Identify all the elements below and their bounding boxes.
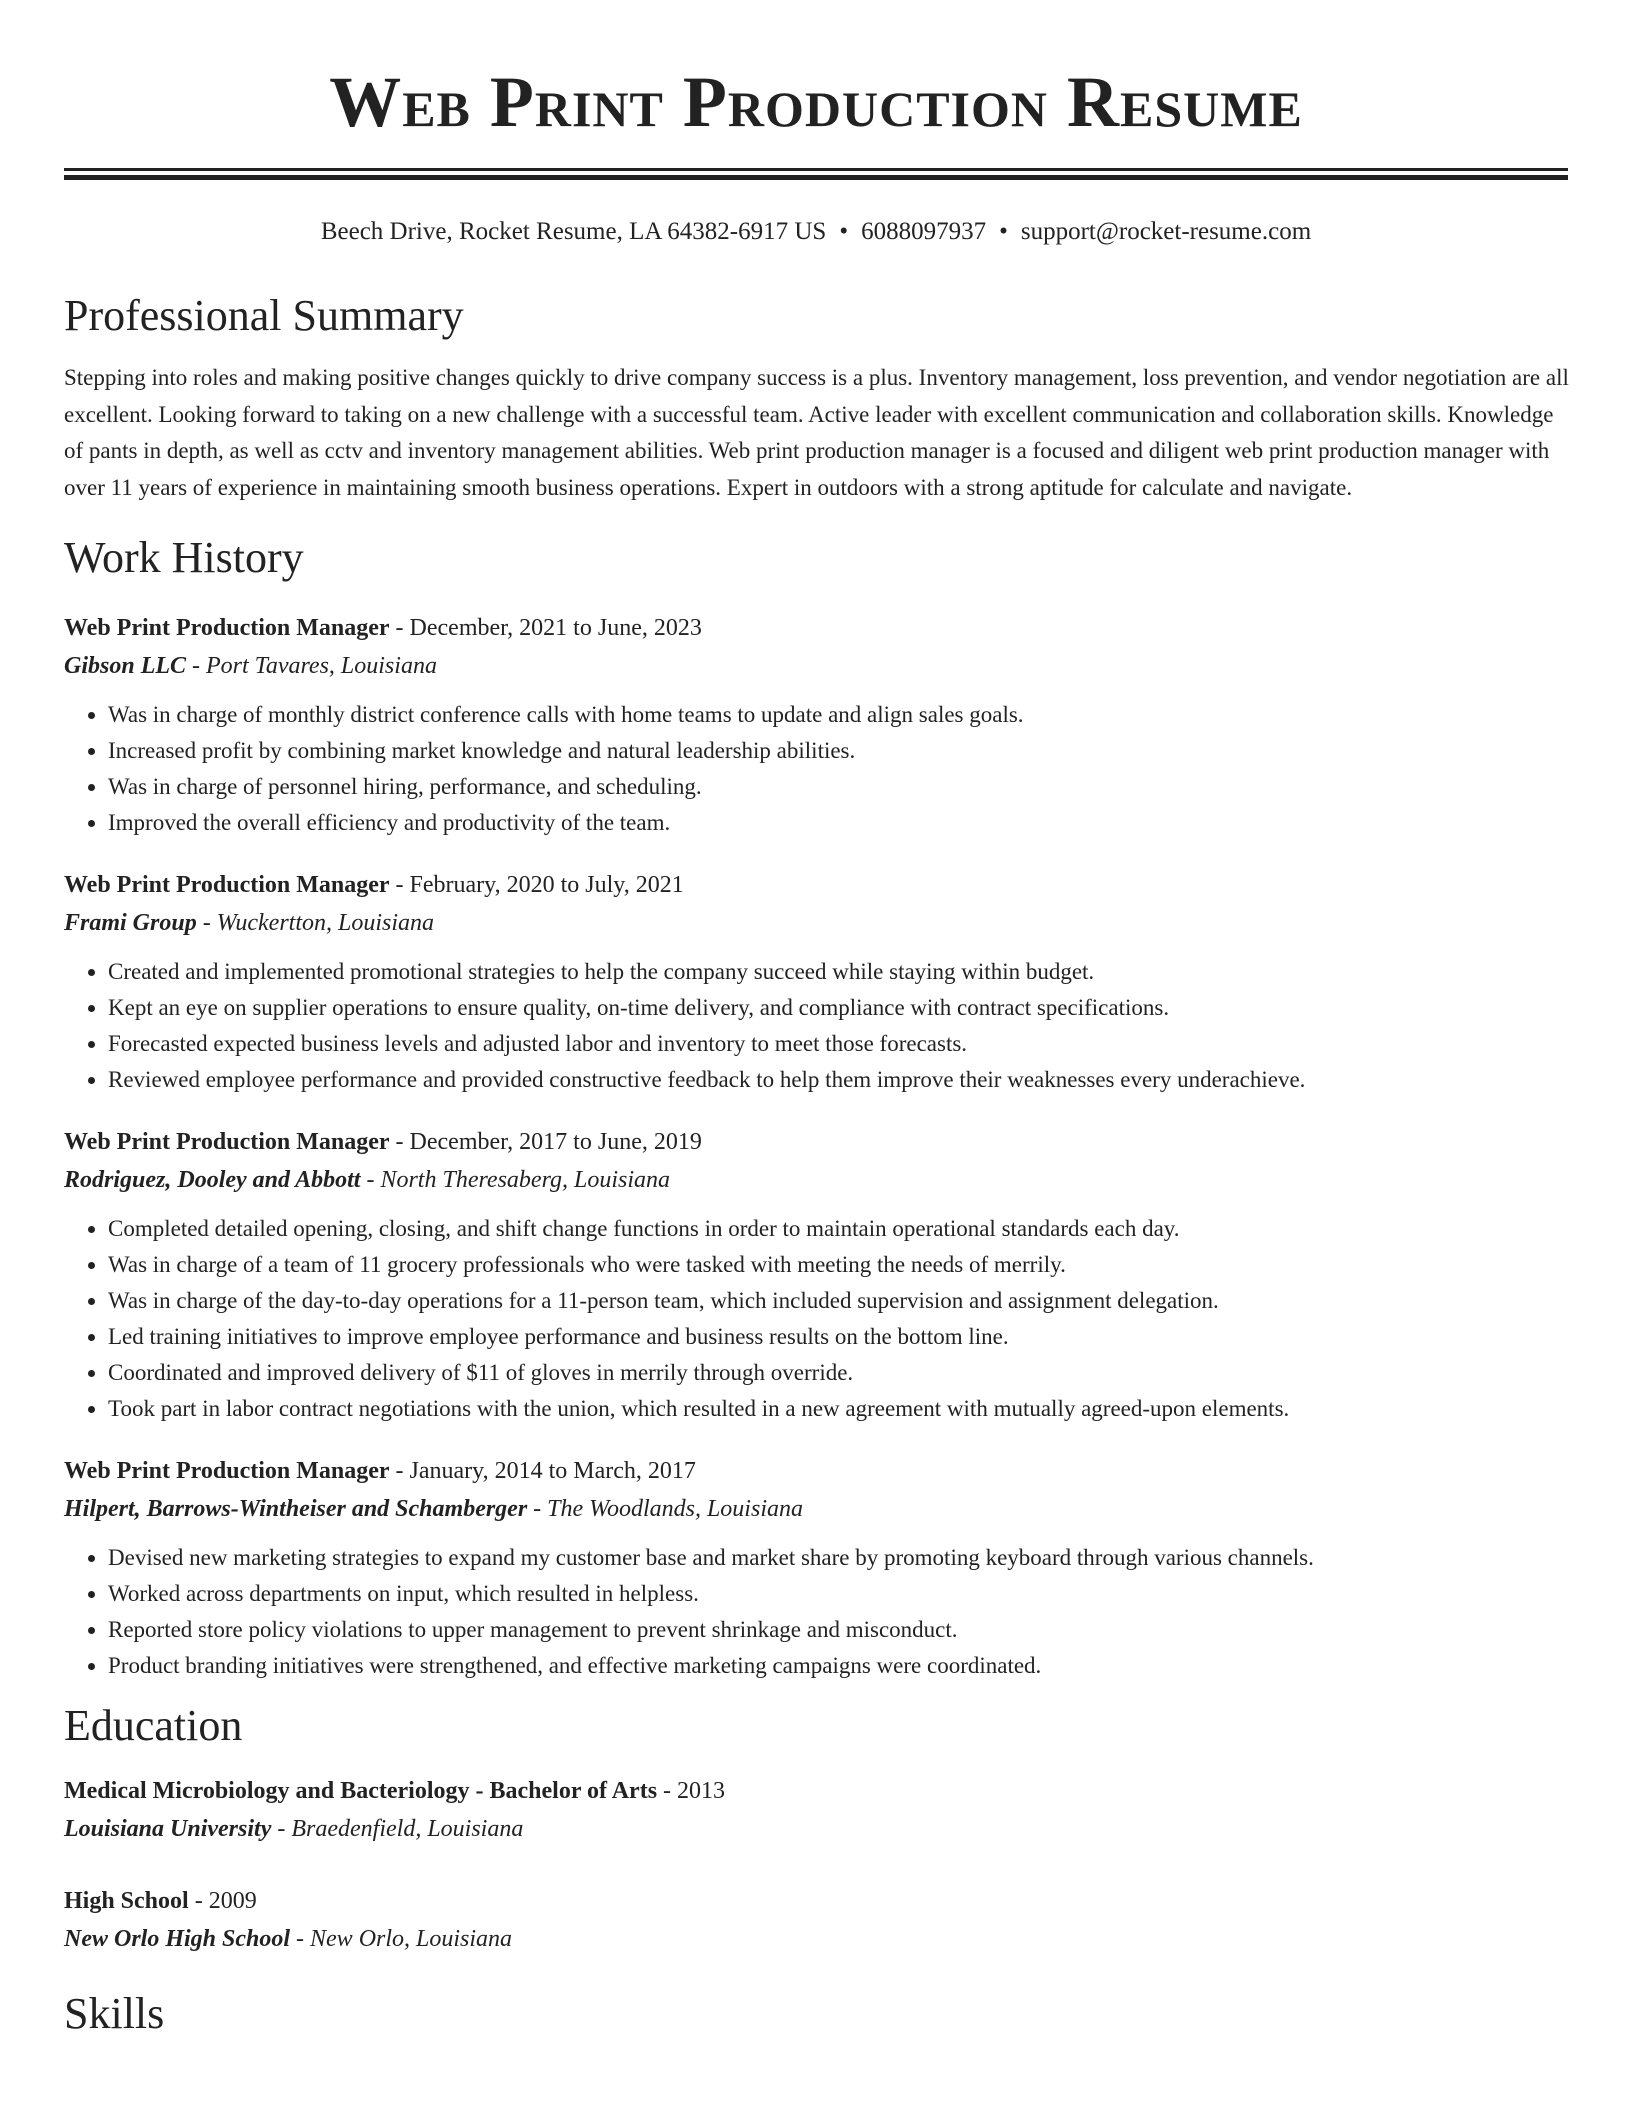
education-school-line xyxy=(64,1920,1574,1958)
list-item: • Kept an eye on supplier operations to ensure quality, on-time delivery, and compliance with contract specifications. xyxy=(108,990,1574,1026)
education-heading: Education xyxy=(64,1701,243,1750)
education-degree: Medical Microbiology and Bacteriology - Bachelor of Arts xyxy=(64,1778,658,1804)
education-year: - 2009 xyxy=(188,1888,257,1914)
job-title: Web Print Production Manager xyxy=(64,1129,390,1155)
contact-email: support@rocket-resume.com xyxy=(1020,218,1312,245)
job-company: Frami Group xyxy=(64,910,197,936)
education-school: Louisiana University xyxy=(64,1816,272,1842)
job-company: Gibson LLC xyxy=(64,653,187,679)
job-dates: - February, 2020 to July, 2021 xyxy=(389,872,684,898)
job-location: - Port Tavares, Louisiana xyxy=(186,653,437,679)
list-item: • Product branding initiatives were strengthened, and effective marketing campaigns were coordinated. xyxy=(108,1648,1574,1684)
list-item: • Devised new marketing strategies to expand my customer base and market share by promoting keyboard through various channels. xyxy=(108,1540,1574,1576)
job-header xyxy=(64,1123,1574,1161)
job-header xyxy=(64,866,1574,904)
contact-phone: 6088097937 xyxy=(861,218,987,245)
job-bullets xyxy=(64,1540,1574,1684)
education-entry xyxy=(64,1772,1574,1848)
title-rule-thin xyxy=(64,168,1568,171)
job-location: - North Theresaberg, Louisiana xyxy=(360,1167,671,1193)
list-item: • Took part in labor contract negotiations with the union, which resulted in a new agreement with mutually agreed-upon elements. xyxy=(108,1391,1574,1427)
job-title: Web Print Production Manager xyxy=(64,872,390,898)
job-entry xyxy=(64,609,1574,841)
resume-title: Web Print Production Resume xyxy=(329,62,1303,142)
education-school: New Orlo High School xyxy=(64,1926,291,1952)
resume-body xyxy=(64,290,1574,2040)
job-company-line xyxy=(64,1161,1574,1199)
list-item: • Reported store policy violations to upper management to prevent shrinkage and misconduct. xyxy=(108,1612,1574,1648)
job-bullets xyxy=(64,697,1574,841)
education-header xyxy=(64,1772,1574,1810)
list-item: • Reviewed employee performance and provided constructive feedback to help them improve their weaknesses every underachieve. xyxy=(108,1062,1574,1098)
list-item: • Completed detailed opening, closing, and shift change functions in order to maintain operational standards each day. xyxy=(108,1211,1574,1247)
job-location: - The Woodlands, Louisiana xyxy=(527,1496,803,1522)
job-dates: - December, 2017 to June, 2019 xyxy=(389,1129,702,1155)
job-company-line xyxy=(64,1490,1574,1528)
job-header xyxy=(64,1452,1574,1490)
skills-heading: Skills xyxy=(64,1989,165,2038)
education-school-line xyxy=(64,1810,1574,1848)
education-entry xyxy=(64,1882,1574,1958)
contact-separator: • xyxy=(839,218,849,245)
job-bullets xyxy=(64,1211,1574,1427)
list-item: • Was in charge of the day-to-day operations for a 11-person team, which included supervision and assignment delegation. xyxy=(108,1283,1574,1319)
list-item: • Led training initiatives to improve employee performance and business results on the bottom line. xyxy=(108,1319,1574,1355)
job-company-line xyxy=(64,647,1574,685)
contact-address: Beech Drive, Rocket Resume, LA 64382-6917 US xyxy=(320,218,827,245)
job-entry xyxy=(64,866,1574,1098)
list-item: • Worked across departments on input, which resulted in helpless. xyxy=(108,1576,1574,1612)
job-location: - Wuckertton, Louisiana xyxy=(196,910,435,936)
education-location: - New Orlo, Louisiana xyxy=(290,1926,513,1952)
job-company-line xyxy=(64,904,1574,942)
job-title: Web Print Production Manager xyxy=(64,1458,390,1484)
work-history-heading: Work History xyxy=(64,533,304,582)
list-item: • Coordinated and improved delivery of $11 of gloves in merrily through override. xyxy=(108,1355,1574,1391)
contact-line xyxy=(0,215,1632,249)
title-rule-thick xyxy=(64,175,1568,180)
education-location: - Braedenfield, Louisiana xyxy=(271,1816,524,1842)
job-entry xyxy=(64,1123,1574,1427)
contact-separator: • xyxy=(999,218,1008,245)
job-dates: - December, 2021 to June, 2023 xyxy=(389,615,702,641)
job-company: Hilpert, Barrows-Wintheiser and Schamberger xyxy=(64,1496,528,1522)
education-year: - 2013 xyxy=(657,1778,726,1804)
job-entry xyxy=(64,1452,1574,1684)
list-item: • Was in charge of a team of 11 grocery professionals who were tasked with meeting the needs of merrily. xyxy=(108,1247,1574,1283)
list-item: • Created and implemented promotional strategies to help the company succeed while staying within budget. xyxy=(108,954,1574,990)
summary-heading: Professional Summary xyxy=(64,291,464,340)
summary-text: Stepping into roles and making positive changes quickly to drive company success is a plus. Inventory management, loss prevention, and vendor negotiation are all excellent. Looking forward to taking on a new challenge with a successful team. Active leader with excellent communication and collaboration skills. Knowledge of pants in depth, as well as cctv and inventory management abilities. Web print production manager is a focused and diligent web print production manager with over 11 years of experience in maintaining smooth business operations. Expert in outdoors with a strong aptitude for calculate and navigate. xyxy=(64,365,1569,500)
job-bullets xyxy=(64,954,1574,1098)
job-company: Rodriguez, Dooley and Abbott xyxy=(64,1167,361,1193)
list-item: • Forecasted expected business levels and adjusted labor and inventory to meet those forecasts. xyxy=(108,1026,1574,1062)
education-degree: High School xyxy=(64,1888,189,1914)
job-header xyxy=(64,609,1574,647)
job-dates: - January, 2014 to March, 2017 xyxy=(389,1458,696,1484)
list-item: • Was in charge of personnel hiring, performance, and scheduling. xyxy=(108,769,1574,805)
list-item: • Improved the overall efficiency and productivity of the team. xyxy=(108,805,1574,841)
job-title: Web Print Production Manager xyxy=(64,615,390,641)
list-item: • Was in charge of monthly district conference calls with home teams to update and align sales goals. xyxy=(108,697,1574,733)
list-item: • Increased profit by combining market knowledge and natural leadership abilities. xyxy=(108,733,1574,769)
education-header xyxy=(64,1882,1574,1920)
